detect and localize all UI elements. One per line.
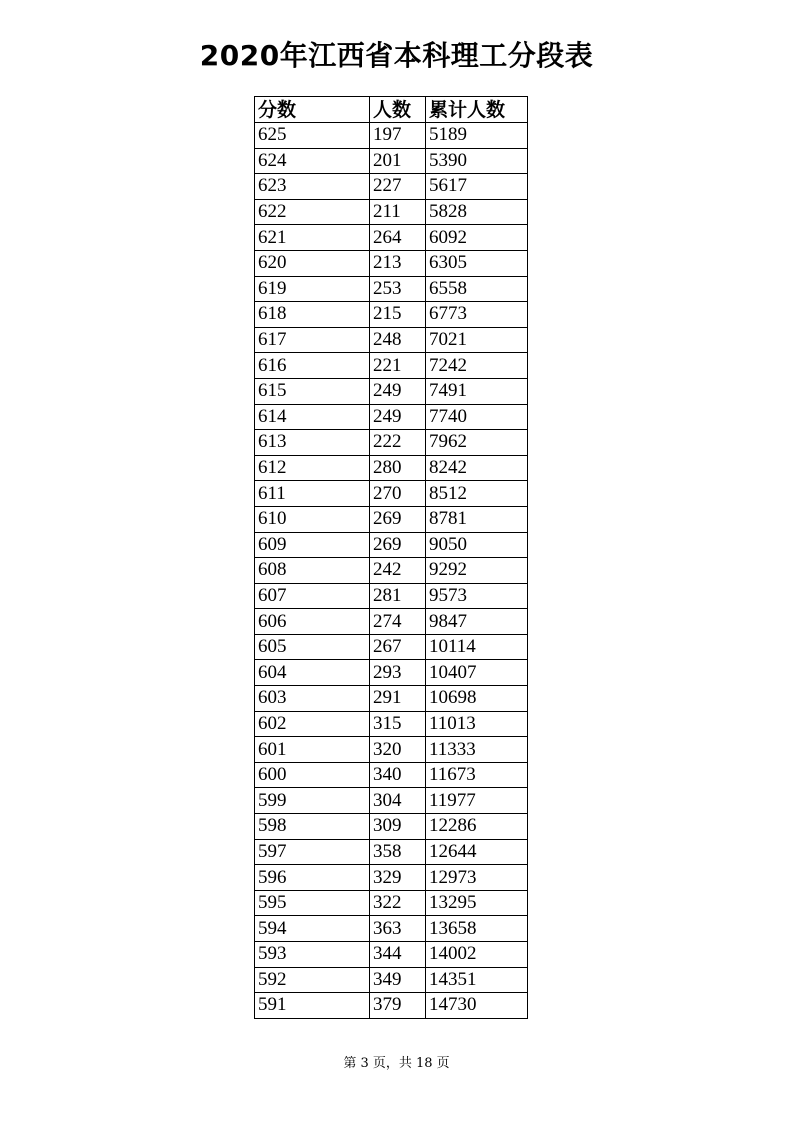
cell-score: 596: [255, 865, 370, 891]
cell-cumulative-count: 10407: [426, 660, 528, 686]
table-row: [255, 788, 528, 814]
table-row: [255, 327, 528, 353]
cell-cumulative-count: 8242: [426, 455, 528, 481]
cell-count: 309: [370, 814, 426, 840]
table-row: [255, 762, 528, 788]
table-row: [255, 148, 528, 174]
cell-cumulative-count: 9050: [426, 532, 528, 558]
cell-score: 607: [255, 583, 370, 609]
cell-count: 363: [370, 916, 426, 942]
cell-count: 340: [370, 762, 426, 788]
cell-score: 624: [255, 148, 370, 174]
cell-score: 611: [255, 481, 370, 507]
table-row: [255, 455, 528, 481]
cell-cumulative-count: 13295: [426, 890, 528, 916]
cell-count: 281: [370, 583, 426, 609]
cell-count: 213: [370, 250, 426, 276]
cell-score: 614: [255, 404, 370, 430]
cell-score: 625: [255, 123, 370, 149]
table-body: [255, 123, 528, 1019]
table-row: [255, 993, 528, 1019]
cell-count: 304: [370, 788, 426, 814]
cell-cumulative-count: 11013: [426, 711, 528, 737]
cell-count: 293: [370, 660, 426, 686]
cell-score: 616: [255, 353, 370, 379]
table-row: [255, 711, 528, 737]
cell-count: 249: [370, 378, 426, 404]
cell-count: 253: [370, 276, 426, 302]
cell-cumulative-count: 8781: [426, 506, 528, 532]
cell-score: 617: [255, 327, 370, 353]
cell-score: 619: [255, 276, 370, 302]
table-row: [255, 430, 528, 456]
cell-cumulative-count: 14002: [426, 942, 528, 968]
cell-count: 322: [370, 890, 426, 916]
cell-score: 613: [255, 430, 370, 456]
cell-count: 329: [370, 865, 426, 891]
cell-cumulative-count: 5828: [426, 199, 528, 225]
cell-cumulative-count: 11333: [426, 737, 528, 763]
table-row: [255, 378, 528, 404]
cell-count: 267: [370, 634, 426, 660]
table-row: [255, 123, 528, 149]
cell-count: 249: [370, 404, 426, 430]
cell-score: 598: [255, 814, 370, 840]
table-row: [255, 686, 528, 712]
cell-count: 315: [370, 711, 426, 737]
cell-score: 620: [255, 250, 370, 276]
cell-count: 201: [370, 148, 426, 174]
cell-score: 606: [255, 609, 370, 635]
header-cumulative-count: 累计人数: [426, 97, 528, 123]
cell-count: 221: [370, 353, 426, 379]
cell-cumulative-count: 5617: [426, 174, 528, 200]
cell-score: 608: [255, 558, 370, 584]
cell-cumulative-count: 11673: [426, 762, 528, 788]
cell-cumulative-count: 6092: [426, 225, 528, 251]
cell-score: 609: [255, 532, 370, 558]
cell-count: 291: [370, 686, 426, 712]
table-row: [255, 865, 528, 891]
table-row: [255, 737, 528, 763]
cell-score: 622: [255, 199, 370, 225]
table-row: [255, 174, 528, 200]
score-distribution-table: [254, 96, 528, 1019]
cell-cumulative-count: 12644: [426, 839, 528, 865]
table-row: [255, 506, 528, 532]
table-row: [255, 609, 528, 635]
table-row: [255, 634, 528, 660]
cell-cumulative-count: 11977: [426, 788, 528, 814]
cell-count: 280: [370, 455, 426, 481]
page-title: 2020年江西省本科理工分段表: [199, 39, 594, 72]
cell-score: 618: [255, 302, 370, 328]
cell-cumulative-count: 9292: [426, 558, 528, 584]
table-row: [255, 199, 528, 225]
table-row: [255, 558, 528, 584]
cell-count: 215: [370, 302, 426, 328]
cell-count: 242: [370, 558, 426, 584]
table-row: [255, 890, 528, 916]
cell-score: 605: [255, 634, 370, 660]
cell-count: 344: [370, 942, 426, 968]
cell-cumulative-count: 7242: [426, 353, 528, 379]
cell-count: 349: [370, 967, 426, 993]
table-row: [255, 583, 528, 609]
cell-cumulative-count: 13658: [426, 916, 528, 942]
table-row: [255, 225, 528, 251]
cell-cumulative-count: 5189: [426, 123, 528, 149]
cell-score: 597: [255, 839, 370, 865]
cell-count: 211: [370, 199, 426, 225]
cell-count: 222: [370, 430, 426, 456]
header-score: 分数: [255, 97, 370, 123]
cell-count: 320: [370, 737, 426, 763]
cell-score: 623: [255, 174, 370, 200]
table-row: [255, 481, 528, 507]
table-row: [255, 839, 528, 865]
cell-cumulative-count: 6305: [426, 250, 528, 276]
cell-score: 600: [255, 762, 370, 788]
cell-cumulative-count: 9847: [426, 609, 528, 635]
cell-count: 197: [370, 123, 426, 149]
cell-score: 604: [255, 660, 370, 686]
cell-count: 269: [370, 532, 426, 558]
cell-cumulative-count: 7491: [426, 378, 528, 404]
cell-score: 603: [255, 686, 370, 712]
cell-score: 610: [255, 506, 370, 532]
table-row: [255, 916, 528, 942]
header-count: 人数: [370, 97, 426, 123]
cell-cumulative-count: 6558: [426, 276, 528, 302]
cell-cumulative-count: 12973: [426, 865, 528, 891]
cell-cumulative-count: 14351: [426, 967, 528, 993]
table-row: [255, 276, 528, 302]
cell-score: 593: [255, 942, 370, 968]
table-row: [255, 532, 528, 558]
cell-cumulative-count: 12286: [426, 814, 528, 840]
cell-cumulative-count: 9573: [426, 583, 528, 609]
table-row: [255, 353, 528, 379]
cell-cumulative-count: 10698: [426, 686, 528, 712]
table-row: [255, 814, 528, 840]
cell-count: 227: [370, 174, 426, 200]
table-row: [255, 967, 528, 993]
cell-score: 601: [255, 737, 370, 763]
table-row: [255, 404, 528, 430]
table-row: [255, 250, 528, 276]
cell-score: 594: [255, 916, 370, 942]
cell-score: 599: [255, 788, 370, 814]
cell-count: 248: [370, 327, 426, 353]
table-row: [255, 302, 528, 328]
table-row: [255, 942, 528, 968]
cell-cumulative-count: 7021: [426, 327, 528, 353]
table-row: [255, 660, 528, 686]
cell-cumulative-count: 6773: [426, 302, 528, 328]
cell-score: 621: [255, 225, 370, 251]
cell-cumulative-count: 10114: [426, 634, 528, 660]
cell-cumulative-count: 5390: [426, 148, 528, 174]
page-footer: 第 3 页，共 18 页: [343, 1056, 450, 1071]
cell-count: 264: [370, 225, 426, 251]
cell-score: 592: [255, 967, 370, 993]
cell-count: 358: [370, 839, 426, 865]
cell-score: 615: [255, 378, 370, 404]
cell-score: 612: [255, 455, 370, 481]
table-header-row: [255, 97, 528, 123]
cell-score: 602: [255, 711, 370, 737]
cell-score: 591: [255, 993, 370, 1019]
cell-count: 270: [370, 481, 426, 507]
cell-count: 269: [370, 506, 426, 532]
cell-count: 274: [370, 609, 426, 635]
cell-score: 595: [255, 890, 370, 916]
cell-cumulative-count: 7962: [426, 430, 528, 456]
cell-cumulative-count: 14730: [426, 993, 528, 1019]
cell-cumulative-count: 8512: [426, 481, 528, 507]
cell-cumulative-count: 7740: [426, 404, 528, 430]
cell-count: 379: [370, 993, 426, 1019]
